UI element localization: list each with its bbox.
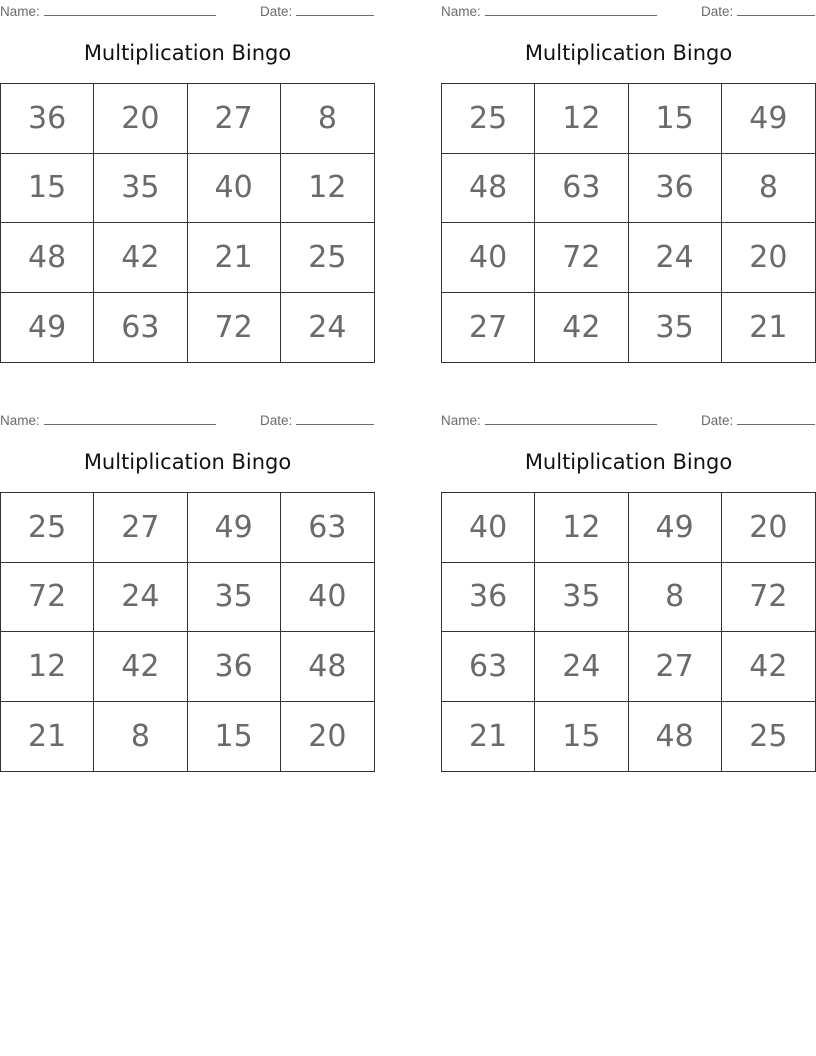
- bingo-cell: 48: [1, 223, 94, 293]
- bingo-cell: 25: [1, 493, 94, 563]
- name-label: Name:: [441, 413, 481, 428]
- bingo-card: [441, 409, 816, 754]
- bingo-cell: 48: [442, 154, 535, 224]
- bingo-cell: 49: [188, 493, 281, 563]
- name-field[interactable]: [0, 2, 216, 19]
- bingo-cell: 8: [722, 154, 815, 224]
- date-label: Date:: [701, 413, 734, 428]
- bingo-cell: 25: [442, 84, 535, 154]
- bingo-cell: 20: [94, 84, 187, 154]
- name-label: Name:: [441, 4, 481, 19]
- name-blank-line: [44, 411, 216, 425]
- date-field[interactable]: [260, 411, 374, 428]
- bingo-cell: 72: [535, 223, 628, 293]
- bingo-cell: 63: [281, 493, 374, 563]
- bingo-cell: 8: [281, 84, 374, 154]
- bingo-cell: 27: [94, 493, 187, 563]
- bingo-cell: 15: [535, 702, 628, 772]
- bingo-grid: [441, 492, 816, 772]
- bingo-cell: 42: [94, 632, 187, 702]
- bingo-cell: 49: [629, 493, 722, 563]
- bingo-cell: 36: [442, 563, 535, 633]
- bingo-cell: 25: [281, 223, 374, 293]
- name-label: Name:: [0, 4, 40, 19]
- bingo-cell: 40: [281, 563, 374, 633]
- name-field[interactable]: [441, 411, 657, 428]
- bingo-card: [0, 409, 375, 754]
- bingo-cell: 36: [188, 632, 281, 702]
- card-title: Multiplication Bingo: [83, 450, 292, 474]
- bingo-cell: 63: [94, 293, 187, 363]
- bingo-cell: 49: [722, 84, 815, 154]
- name-blank-line: [485, 2, 657, 16]
- bingo-cell: 20: [722, 223, 815, 293]
- date-blank-line: [737, 411, 815, 425]
- bingo-cell: 15: [629, 84, 722, 154]
- bingo-cell: 12: [535, 493, 628, 563]
- bingo-grid: [0, 83, 375, 363]
- bingo-grid: [441, 83, 816, 363]
- date-blank-line: [296, 411, 374, 425]
- bingo-cell: 15: [188, 702, 281, 772]
- bingo-cell: 48: [281, 632, 374, 702]
- bingo-cell: 72: [1, 563, 94, 633]
- bingo-cell: 21: [188, 223, 281, 293]
- card-header: [0, 0, 375, 20]
- bingo-card: [0, 0, 375, 345]
- bingo-cell: 8: [629, 563, 722, 633]
- bingo-cell: 12: [535, 84, 628, 154]
- bingo-cell: 24: [94, 563, 187, 633]
- bingo-cell: 21: [749, 309, 788, 345]
- bingo-cell: 20: [308, 718, 347, 754]
- card-title: Multiplication Bingo: [524, 450, 733, 474]
- bingo-cell: 42: [535, 293, 628, 363]
- date-field[interactable]: [701, 2, 815, 19]
- name-blank-line: [44, 2, 216, 16]
- bingo-cell: 40: [442, 223, 535, 293]
- card-title: Multiplication Bingo: [524, 41, 733, 65]
- bingo-cell: 35: [188, 563, 281, 633]
- bingo-cell: 25: [749, 718, 788, 754]
- bingo-cell: 35: [629, 293, 722, 363]
- date-label: Date:: [260, 413, 293, 428]
- card-header: [441, 409, 816, 429]
- bingo-cell: 15: [1, 154, 94, 224]
- date-field[interactable]: [260, 2, 374, 19]
- name-field[interactable]: [441, 2, 657, 19]
- bingo-cell: 27: [188, 84, 281, 154]
- bingo-cell: 49: [1, 293, 94, 363]
- date-blank-line: [296, 2, 374, 16]
- bingo-cell: 21: [442, 702, 535, 772]
- bingo-cell: 42: [722, 632, 815, 702]
- card-header: [441, 0, 816, 20]
- bingo-cell: 27: [442, 293, 535, 363]
- bingo-grid: [0, 492, 375, 772]
- card-header: [0, 409, 375, 429]
- bingo-cell: 24: [308, 309, 347, 345]
- name-label: Name:: [0, 413, 40, 428]
- bingo-cell: 63: [535, 154, 628, 224]
- name-blank-line: [485, 411, 657, 425]
- bingo-cell: 24: [535, 632, 628, 702]
- bingo-card: [441, 0, 816, 345]
- date-blank-line: [737, 2, 815, 16]
- bingo-cell: 40: [188, 154, 281, 224]
- bingo-cell: 20: [722, 493, 815, 563]
- bingo-cell: 24: [629, 223, 722, 293]
- bingo-cell: 12: [1, 632, 94, 702]
- bingo-cell: 48: [629, 702, 722, 772]
- bingo-cell: 21: [1, 702, 94, 772]
- bingo-cell: 27: [629, 632, 722, 702]
- date-field[interactable]: [701, 411, 815, 428]
- bingo-cell: 36: [629, 154, 722, 224]
- bingo-cell: 36: [1, 84, 94, 154]
- bingo-cell: 35: [94, 154, 187, 224]
- bingo-cell: 35: [535, 563, 628, 633]
- bingo-cell: 12: [281, 154, 374, 224]
- name-field[interactable]: [0, 411, 216, 428]
- bingo-cell: 72: [722, 563, 815, 633]
- bingo-cell: 63: [442, 632, 535, 702]
- bingo-cell: 8: [94, 702, 187, 772]
- card-title: Multiplication Bingo: [83, 41, 292, 65]
- bingo-cell: 72: [188, 293, 281, 363]
- date-label: Date:: [260, 4, 293, 19]
- bingo-cell: 40: [442, 493, 535, 563]
- bingo-cell: 42: [94, 223, 187, 293]
- date-label: Date:: [701, 4, 734, 19]
